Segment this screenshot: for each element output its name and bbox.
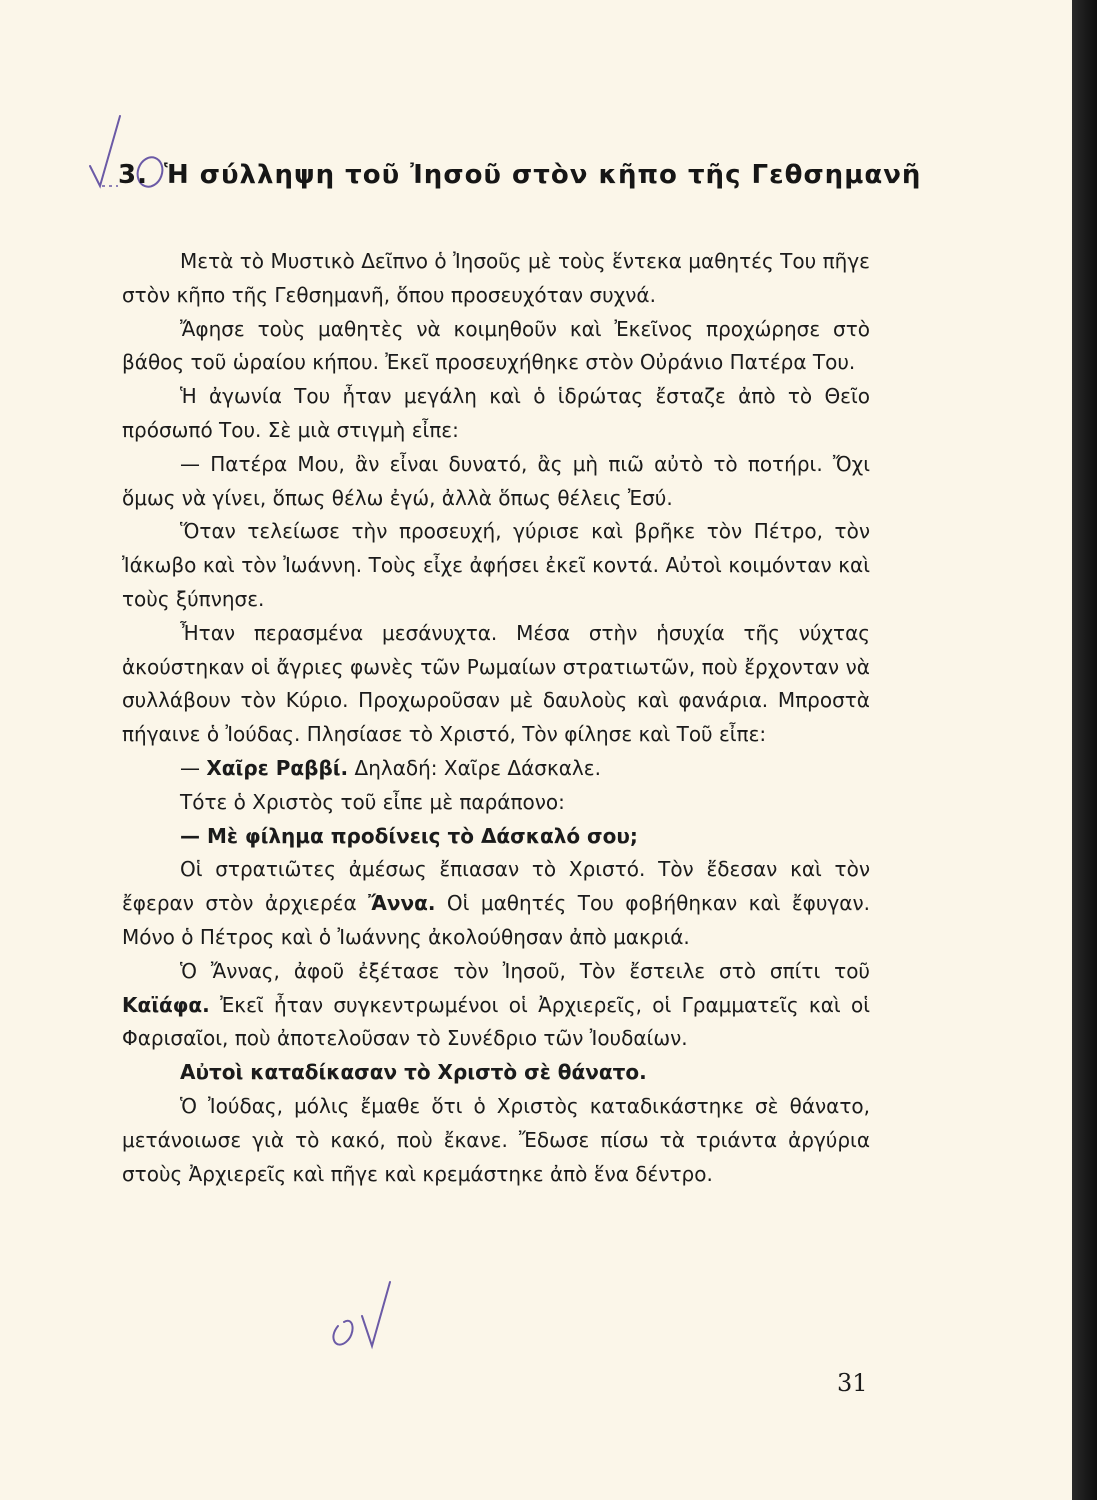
greeting-rest: Δηλαδή: Χαῖρε Δάσκαλε. <box>348 755 601 780</box>
body-text <box>122 245 870 1191</box>
paragraph: Μετὰ τὸ Μυστικὸ Δεῖπνο ὁ Ἰησοῦς μὲ τοὺς ἕντεκα μαθητές Του πῆγε στὸν κῆπο τῆς Γεθσημανῆ, ὅπου προσευχόταν συχνά. <box>122 249 870 307</box>
complaint-quote: — Μὲ φίλημα προδίνεις τὸ Δάσκαλό σου; <box>180 823 638 848</box>
verdict-line: Αὐτοὶ καταδίκασαν τὸ Χριστὸ σὲ θάνατο. <box>180 1060 647 1085</box>
annas-text-after: Ἐκεῖ ἦταν συγκεντρωμένοι οἱ Ἀρχιερεῖς, οἱ Γραμματεῖς καὶ οἱ Φαρισαῖοι, ποὺ ἀποτελοῦσαν τὸ Συνέδριο τῶν Ἰουδαίων. <box>122 992 870 1051</box>
caiaphas-name: Καϊάφα. <box>122 992 210 1017</box>
handwritten-end-mark <box>326 1276 416 1352</box>
paragraph: Ἄφησε τοὺς μαθητὲς νὰ κοιμηθοῦν καὶ Ἐκεῖνος προχώρησε στὸ βάθος τοῦ ὡραίου κήπου. Ἐκεῖ προσευχήθηκε στὸν Οὐράνιο Πατέρα Του. <box>122 316 870 375</box>
greeting-dash: — <box>180 755 207 780</box>
page-number: 31 <box>837 1369 868 1397</box>
section-title: Ἡ σύλληψη τοῦ Ἰησοῦ στὸν κῆπο τῆς Γεθσημανῆ <box>163 160 922 190</box>
annas-name: Ἄννα. <box>368 891 436 916</box>
annas-text-before: Ὁ Ἄννας, ἀφοῦ ἐξέτασε τὸν Ἰησοῦ, Τὸν ἔστειλε στὸ σπίτι τοῦ <box>180 958 870 983</box>
paragraph-prayer-quote: — Πατέρα Μου, ἂν εἶναι δυνατό, ἂς μὴ πιῶ αὐτὸ τὸ ποτήρι. Ὄχι ὅμως νὰ γίνει, ὅπως θέλω ἐγώ, ἀλλὰ ὅπως θέλεις Ἐσύ. <box>122 451 870 510</box>
paragraph: Ἡ ἀγωνία Του ἦταν μεγάλη καὶ ὁ ἱδρώτας ἔσταζε ἀπὸ τὸ Θεῖο πρόσωπό Του. Σὲ μιὰ στιγμὴ εἶπε: <box>122 384 870 442</box>
greeting-line <box>122 752 870 786</box>
section-heading <box>118 160 921 190</box>
paragraph: Ὅταν τελείωσε τὴν προσευχή, γύρισε καὶ βρῆκε τὸν Πέτρο, τὸν Ἰάκωβο καὶ τὸν Ἰωάννη. Τοὺς εἶχε ἀφήσει ἐκεῖ κοντά. Αὐτοὶ κοιμόνταν καὶ τοὺς ξύπνησε. <box>122 519 870 611</box>
annas-paragraph <box>122 955 870 1056</box>
paragraph: Ἦταν περασμένα μεσάνυχτα. Μέσα στὴν ἡσυχία τῆς νύχτας ἀκούστηκαν οἱ ἄγριες φωνὲς τῶν Ρωμαίων στρατιωτῶν, ποὺ ἔρχονταν νὰ συλλάβουν τὸν Κύριο. Προχωροῦσαν μὲ δαυλοὺς καὶ φανάρια. Μπροστὰ πήγαινε ὁ Ἰούδας. Πλησίασε τὸ Χριστό, Τὸν φίλησε καὶ Τοῦ εἶπε: <box>122 620 870 747</box>
page-edge-shadow <box>1072 0 1097 1500</box>
greeting-bold: Χαῖρε Ραββί. <box>206 755 349 780</box>
arrest-paragraph <box>122 853 870 954</box>
section-number: 3. <box>118 160 148 190</box>
judas-paragraph: Ὁ Ἰούδας, μόλις ἔμαθε ὅτι ὁ Χριστὸς καταδικάστηκε σὲ θάνατο, μετάνοιωσε γιὰ τὸ κακό, ποὺ ἔκανε. Ἔδωσε πίσω τὰ τριάντα ἀργύρια στοὺς Ἀρχιερεῖς καὶ πῆγε καὶ κρεμάστηκε ἀπὸ ἕνα δέντρο. <box>122 1093 870 1186</box>
arrest-text-after: Οἱ μαθητές Του φοβήθηκαν καὶ ἔφυγαν. Μόνο ὁ Πέτρος καὶ ὁ Ἰωάννης ἀκολούθησαν ἀπὸ μακριά. <box>122 891 870 949</box>
complaint-intro: Τότε ὁ Χριστὸς τοῦ εἶπε μὲ παράπονο: <box>180 789 565 814</box>
arrest-text-before: Οἱ στρατιῶτες ἀμέσως ἔπιασαν τὸ Χριστό. Τὸν ἔδεσαν καὶ τὸν ἔφεραν στὸν ἀρχιερέα <box>122 857 870 916</box>
